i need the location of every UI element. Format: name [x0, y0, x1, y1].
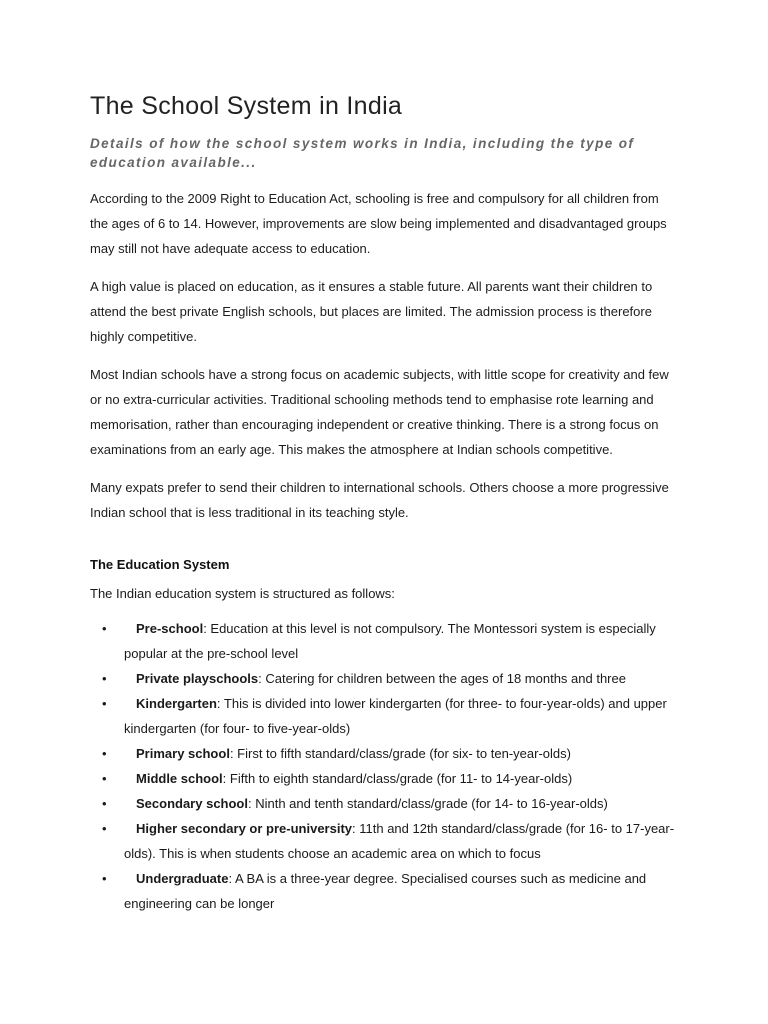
education-levels-list: [90, 616, 680, 916]
item-description: : Education at this level is not compulsory. The Montessori system is especially popular at the pre-school level: [124, 621, 656, 661]
bullet-icon: •: [102, 696, 107, 711]
item-description: : First to fifth standard/class/grade (for six- to ten-year-olds): [229, 746, 571, 761]
item-term: Middle school: [136, 771, 223, 786]
item-description: : Ninth and tenth standard/class/grade (for 14- to 16-year-olds): [247, 796, 608, 811]
bullet-icon: •: [102, 771, 107, 786]
item-description: : This is divided into lower kindergarten (for three- to four-year-olds) and upper kindergarten (for four- to five-year-olds): [124, 696, 667, 736]
section-heading: The Education System: [90, 557, 230, 572]
item-description: : Fifth to eighth standard/class/grade (for 11- to 14-year-olds): [222, 771, 573, 786]
item-term: Primary school: [136, 746, 230, 761]
bullet-icon: •: [102, 621, 107, 636]
section-intro: The Indian education system is structured as follows:: [90, 586, 395, 601]
item-term: Kindergarten: [136, 696, 217, 711]
item-description: : Catering for children between the ages of 18 months and three: [258, 671, 626, 686]
item-term: Private playschools: [136, 671, 259, 686]
list-item-undergraduate: [90, 866, 680, 916]
bullet-icon: •: [102, 746, 107, 761]
list-item-primary-school: [90, 741, 680, 766]
item-description: : 11th and 12th standard/class/grade (for 16- to 17-year-olds). This is when students choose an academic area on which to focus: [124, 821, 675, 861]
document-page: [90, 92, 680, 916]
page-subtitle: Details of how the school system works in India, including the type of education available...: [90, 136, 635, 170]
list-item-kindergarten: [90, 691, 680, 741]
list-item-private-playschools: [90, 666, 680, 691]
bullet-icon: •: [102, 821, 107, 836]
page-title: The School System in India: [90, 92, 403, 120]
item-term: Higher secondary or pre-university: [136, 821, 353, 836]
list-item-pre-school: [90, 616, 680, 666]
paragraph-academic-focus: Most Indian schools have a strong focus on academic subjects, with little scope for creativity and few or no extra-curricular activities. Traditional schooling methods tend to emphasise rote learning and memorisation, rather than encouraging independent or creative thinking. There is a strong focus on examinations from an early age. This makes the atmosphere at Indian schools competitive.: [90, 367, 669, 457]
list-item-middle-school: [90, 766, 680, 791]
item-description: : A BA is a three-year degree. Specialised courses such as medicine and engineering can be longer: [124, 871, 647, 911]
paragraph-education-act: According to the 2009 Right to Education Act, schooling is free and compulsory for all children from the ages of 6 to 14. However, improvements are slow being implemented and disadvantaged groups may still not have adequate access to education.: [90, 191, 667, 256]
bullet-icon: •: [102, 796, 107, 811]
paragraph-expat-choices: Many expats prefer to send their children to international schools. Others choose a more progressive Indian school that is less traditional in its teaching style.: [90, 480, 669, 520]
bullet-icon: •: [102, 671, 107, 686]
bullet-icon: •: [102, 871, 107, 886]
paragraph-value-of-education: A high value is placed on education, as it ensures a stable future. All parents want their children to attend the best private English schools, but places are limited. The admission process is therefore highly competitive.: [90, 279, 653, 344]
list-item-secondary-school: [90, 791, 680, 816]
item-term: Pre-school: [136, 621, 204, 636]
item-term: Undergraduate: [136, 871, 229, 886]
list-item-higher-secondary: [90, 816, 680, 866]
item-term: Secondary school: [136, 796, 248, 811]
